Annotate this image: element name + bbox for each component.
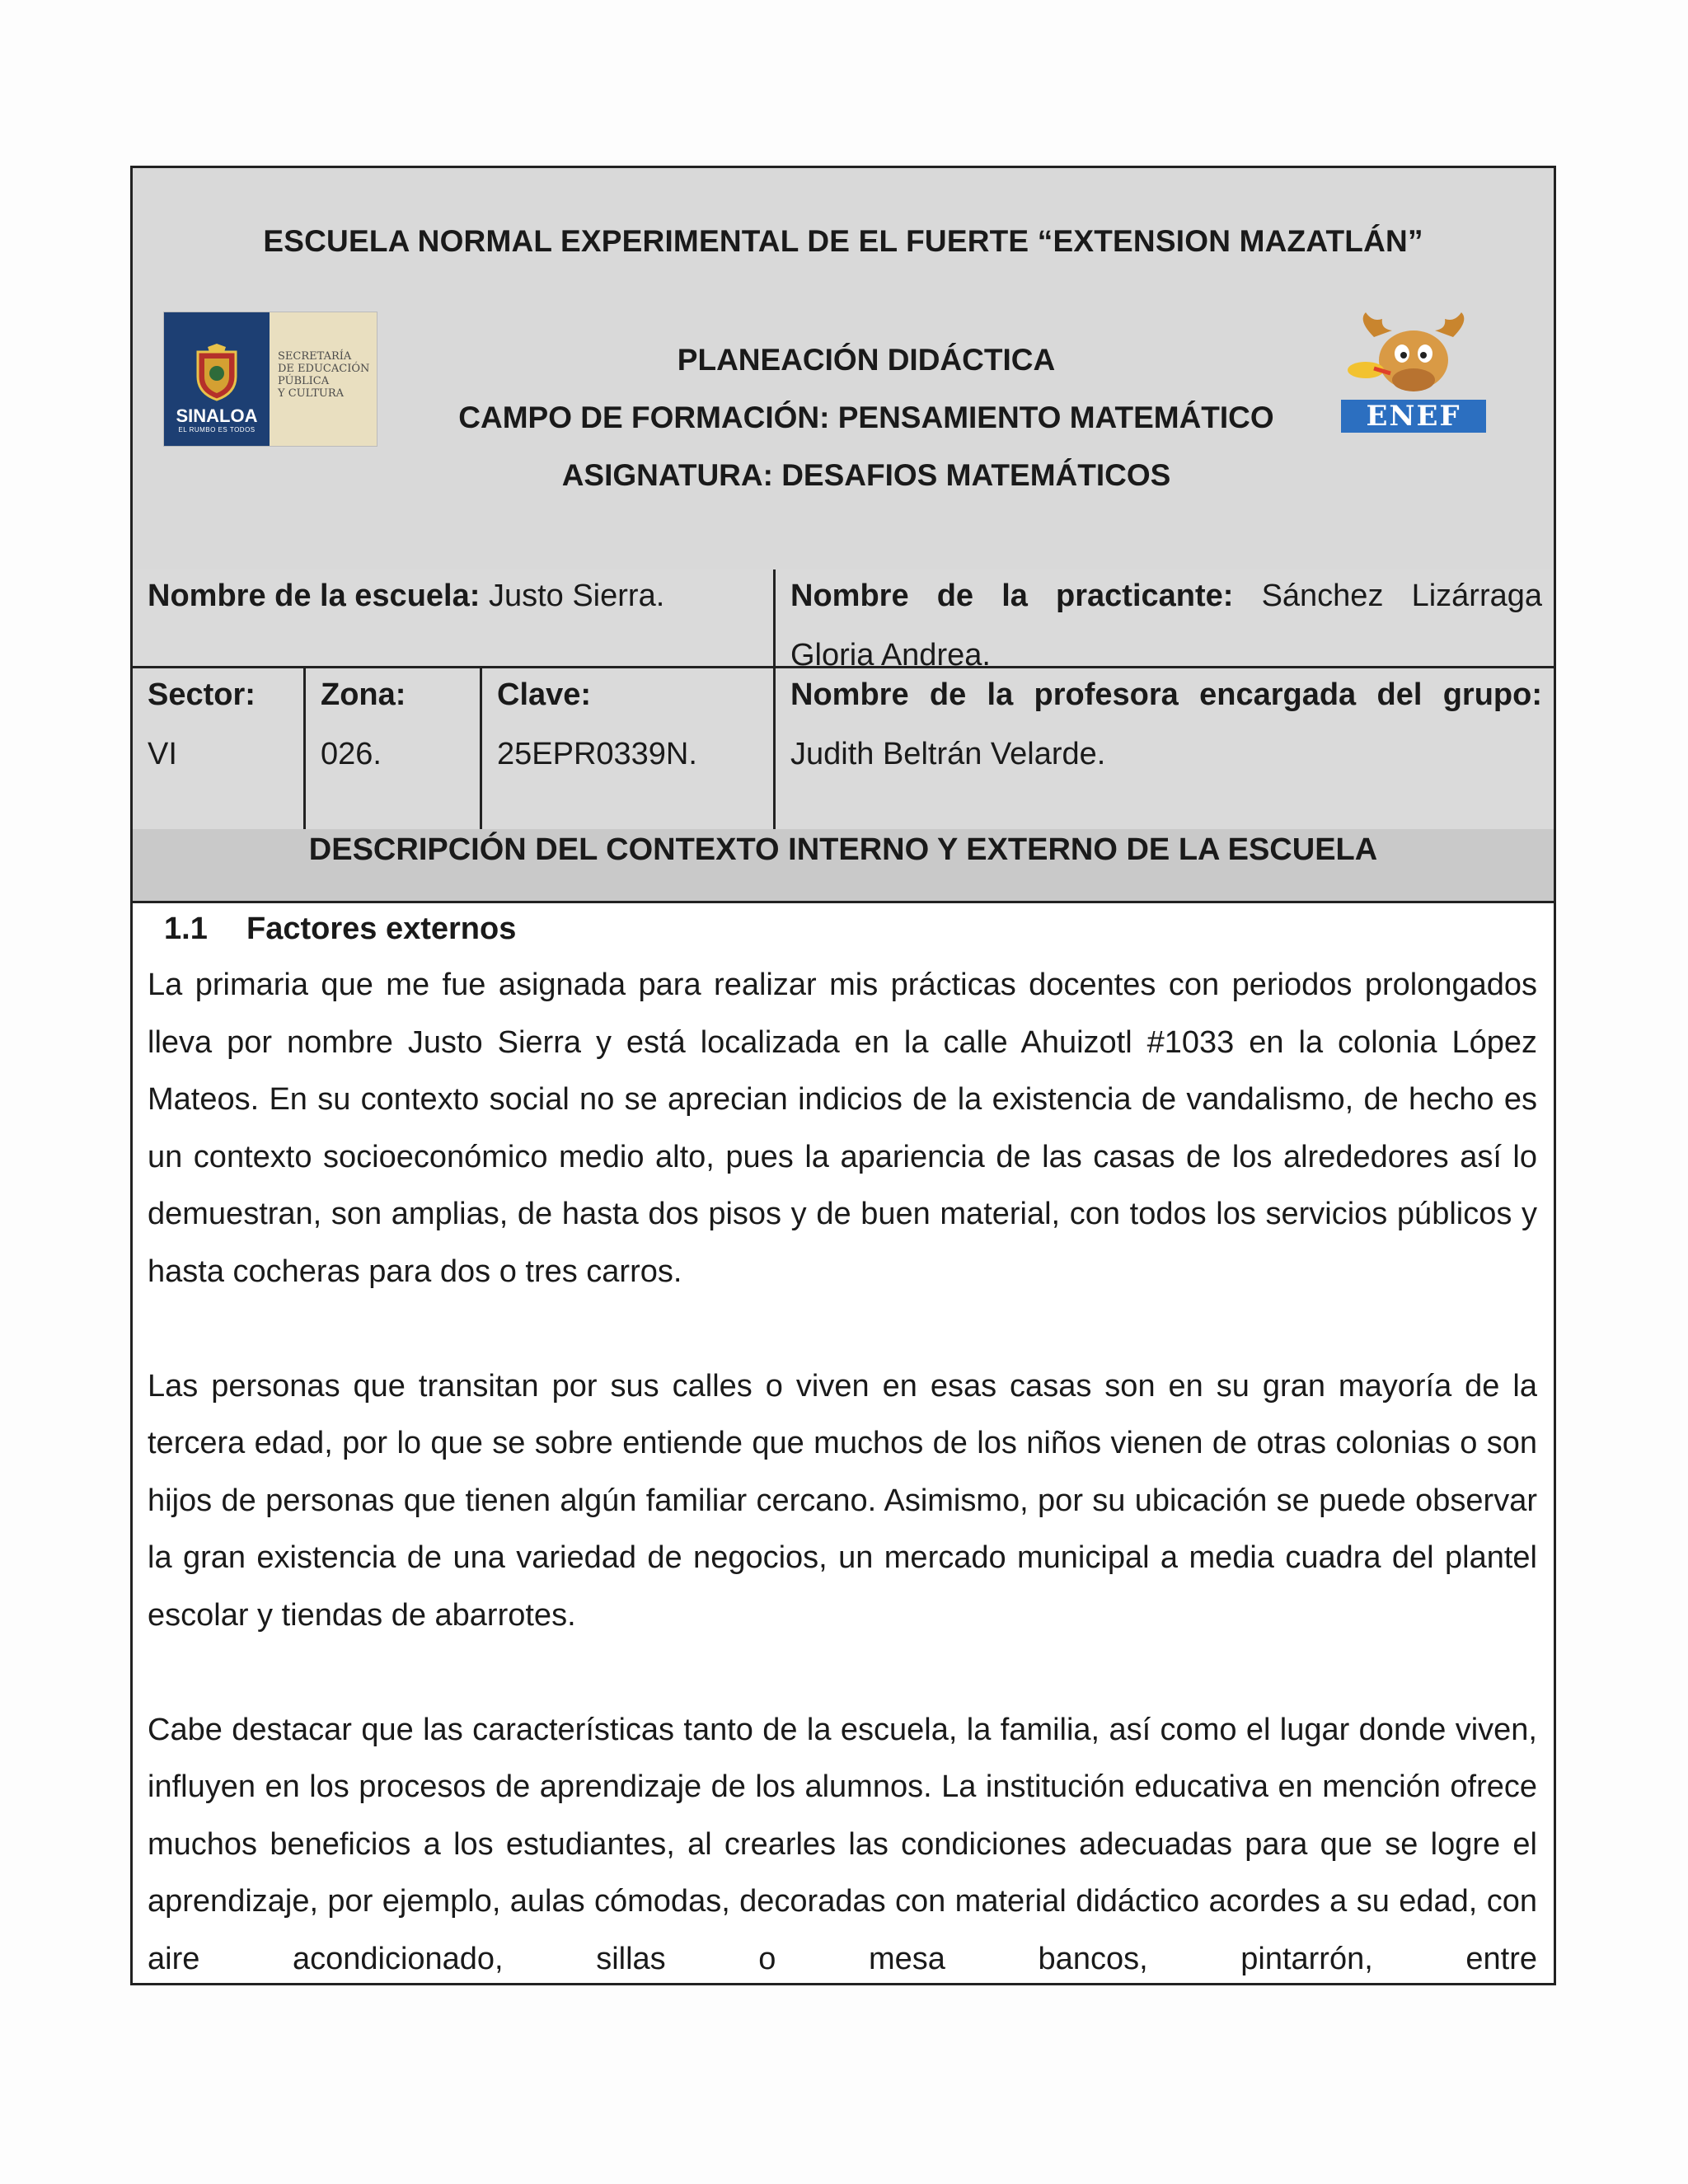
sinaloa-wordmark: SINALOA — [176, 405, 258, 426]
enef-wordmark: ENEF — [1341, 400, 1486, 433]
secretaria-line: SECRETARÍA — [278, 350, 352, 363]
enef-logo — [1341, 312, 1486, 433]
sinaloa-emblem — [164, 312, 270, 446]
sector-cell — [148, 665, 296, 784]
clave-cell — [497, 665, 769, 784]
zona-label: Zona: — [321, 677, 406, 712]
paragraph: Cabe destacar que las características tanto de la escuela, la familia, así como el lugar donde viven, influyen en los procesos de aprendizaje de los alumnos. La institución educativa en mención ofrece muchos beneficios a los estudiantes, al crearles las condiciones adecuadas para que se logre el aprendizaje, por ejemplo, aulas cómodas, decoradas con material didáctico acordes a su edad, con aire acondicionado, sillas o mesa bancos, pintarrón, entre — [148, 1712, 1537, 1976]
school-name-value: Justo Sierra. — [488, 579, 665, 613]
info-grid — [133, 569, 1554, 832]
secretaria-line: PÚBLICA — [278, 375, 330, 387]
paragraph: Las personas que transitan por sus calles o viven en esas casas son en su gran mayoría de la tercera edad, por lo que se sobre entiende que muchos de los niños vienen de otras colonias o son hijos de personas que tienen algún familiar cercano. Asimismo, por su ubicación se puede observar la gran existencia de una variedad de negocios, un mercado municipal a media cuadra del plantel escolar y tiendas de abarrotes. — [148, 1368, 1537, 1633]
column-divider — [303, 666, 306, 829]
profesora-label: Nombre de la profesora encargada del grupo: — [790, 677, 1542, 712]
sinaloa-tagline: EL RUMBO ES TODOS — [178, 426, 256, 434]
doc-title: PLANEACIÓN DIDÁCTICA — [677, 343, 1056, 377]
column-divider — [773, 569, 776, 829]
school-name-cell — [148, 566, 766, 626]
asignatura: ASIGNATURA: DESAFIOS MATEMÁTICOS — [561, 458, 1171, 492]
school-name-label: Nombre de la escuela: — [148, 579, 481, 613]
school-title: ESCUELA NORMAL EXPERIMENTAL DE EL FUERTE “EXTENSION MAZATLÁN” — [263, 224, 1423, 258]
section-number: 1.1 — [164, 912, 208, 946]
planning-table — [130, 166, 1556, 1985]
secretaria-text — [270, 312, 377, 446]
profesora-value: Judith Beltrán Velarde. — [790, 737, 1106, 771]
practicante-line-2: Gloria Andrea. — [790, 638, 991, 673]
secretaria-line: Y CULTURA — [278, 387, 344, 400]
moose-mascot-icon — [1341, 312, 1486, 403]
campo-formacion: CAMPO DE FORMACIÓN: PENSAMIENTO MATEMÁTICO — [458, 401, 1274, 434]
practicante-line-1 — [790, 566, 1542, 626]
title-block — [446, 331, 1287, 504]
clave-value: 25EPR0339N. — [497, 737, 697, 771]
secretaria-line: DE EDUCACIÓN — [278, 363, 370, 375]
profesora-cell — [790, 665, 1542, 784]
section-title: Factores externos — [246, 912, 517, 946]
section-heading — [164, 900, 516, 958]
zona-cell — [321, 665, 477, 784]
context-heading: DESCRIPCIÓN DEL CONTEXTO INTERNO Y EXTERNO DE LA ESCUELA — [133, 829, 1554, 903]
zona-value: 026. — [321, 737, 382, 771]
context-body — [148, 957, 1537, 1985]
clave-label: Clave: — [497, 677, 592, 712]
column-divider — [480, 666, 482, 829]
sinaloa-sepyc-logo — [164, 312, 377, 446]
sector-value: VI — [148, 737, 177, 771]
practicante-label: Nombre de la practicante: — [790, 579, 1234, 613]
paragraph: La primaria que me fue asignada para realizar mis prácticas docentes con periodos prolongados lleva por nombre Justo Sierra y está localizada en la calle Ahuizotl #1033 en la colonia López Mateos. En su contexto social no se aprecian indicios de la existencia de vandalismo, de hecho es un contexto socioeconómico medio alto, pues la apariencia de las casas de los alrededores así lo demuestran, son amplias, de hasta dos pisos y de buen material, con todos los servicios públicos y hasta cocheras para dos o tres carros. — [148, 968, 1537, 1289]
practicante-value: Sánchez Lizárraga — [1261, 579, 1542, 613]
coat-of-arms-icon — [191, 344, 242, 401]
document-header — [133, 168, 1554, 572]
sector-label: Sector: — [148, 677, 256, 712]
